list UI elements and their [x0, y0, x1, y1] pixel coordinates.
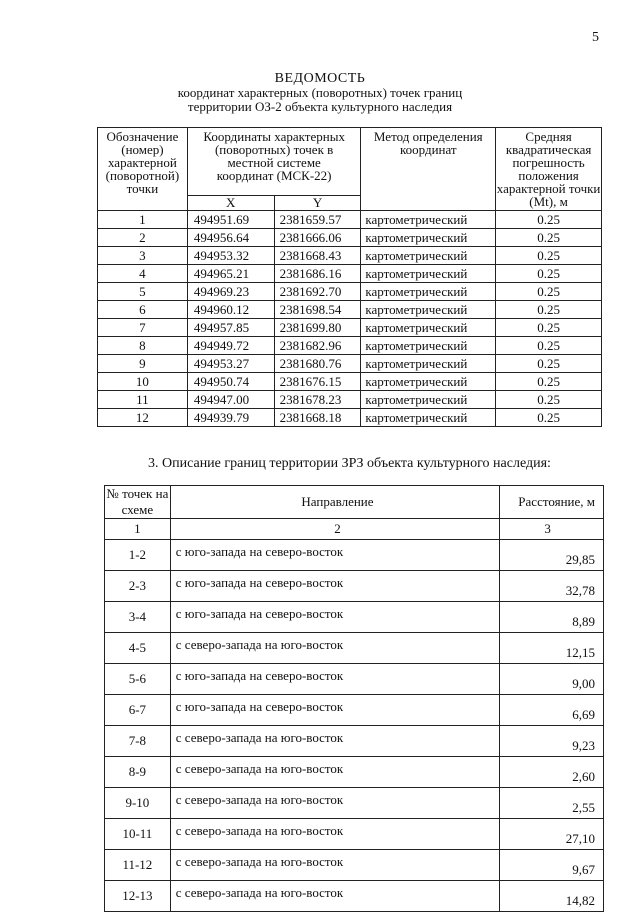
distance-cell: 12,15: [500, 633, 604, 664]
coord-x-cell: 494951.69: [187, 211, 274, 229]
direction-cell: с юго-запада на северо-восток: [170, 695, 499, 726]
document-heading: [0, 72, 640, 114]
direction-cell: с северо-запада на юго-восток: [170, 757, 499, 788]
point-number-cell: 2: [98, 229, 188, 247]
points-cell: 11-12: [105, 850, 171, 881]
header-error: Средняя квадратическая погрешность положения характерной точки (Mt), м: [496, 129, 601, 209]
method-cell: картометрический: [361, 409, 496, 427]
table-row: [105, 540, 604, 571]
coord-y-cell: 2381698.54: [274, 301, 361, 319]
header-distance: Расстояние, м: [500, 486, 604, 519]
point-number-cell: 1: [98, 211, 188, 229]
points-cell: 5-6: [105, 664, 171, 695]
method-cell: картометрический: [361, 211, 496, 229]
distance-cell: 8,89: [500, 602, 604, 633]
heading-line-3: территории ОЗ-2 объекта культурного наследия: [187, 99, 453, 114]
direction-cell: с юго-запада на северо-восток: [170, 602, 499, 633]
direction-cell: с северо-запада на юго-восток: [170, 633, 499, 664]
error-cell: 0.25: [496, 391, 602, 409]
points-cell: 8-9: [105, 757, 171, 788]
point-number-cell: 11: [98, 391, 188, 409]
method-cell: картометрический: [361, 229, 496, 247]
points-cell: 12-13: [105, 881, 171, 912]
error-cell: 0.25: [496, 409, 602, 427]
coord-y-cell: 2381680.76: [274, 355, 361, 373]
heading-title: ВЕДОМОСТЬ: [274, 71, 366, 86]
method-cell: картометрический: [361, 355, 496, 373]
points-cell: 9-10: [105, 788, 171, 819]
point-number-cell: 10: [98, 373, 188, 391]
points-cell: 1-2: [105, 540, 171, 571]
table-row: [105, 881, 604, 912]
table-row: [105, 633, 604, 664]
coord-x-cell: 494947.00: [187, 391, 274, 409]
table-row: [105, 819, 604, 850]
point-number-cell: 4: [98, 265, 188, 283]
direction-cell: с северо-запада на юго-восток: [170, 726, 499, 757]
coord-x-cell: 494957.85: [187, 319, 274, 337]
header-points: № точек на схеме: [106, 486, 169, 517]
coord-y-cell: 2381659.57: [274, 211, 361, 229]
distance-cell: 6,69: [500, 695, 604, 726]
coordinates-table-body: [98, 211, 602, 427]
distance-cell: 9,67: [500, 850, 604, 881]
table-row: [105, 757, 604, 788]
table-row: [98, 409, 602, 427]
distance-cell: 32,78: [500, 571, 604, 602]
points-cell: 2-3: [105, 571, 171, 602]
header-x: X: [187, 196, 274, 211]
header-method: Метод определения координат: [361, 128, 496, 211]
boundary-description-table: [104, 485, 604, 912]
table-row: [105, 664, 604, 695]
coordinates-table: [97, 127, 602, 427]
column-number-2: 2: [170, 519, 499, 540]
error-cell: 0.25: [496, 229, 602, 247]
points-cell: 10-11: [105, 819, 171, 850]
points-cell: 7-8: [105, 726, 171, 757]
point-number-cell: 5: [98, 283, 188, 301]
error-cell: 0.25: [496, 265, 602, 283]
points-cell: 4-5: [105, 633, 171, 664]
coord-x-cell: 494950.74: [187, 373, 274, 391]
page-number: 5: [592, 30, 599, 45]
table-row: [98, 211, 602, 229]
point-number-cell: 12: [98, 409, 188, 427]
coord-y-cell: 2381686.16: [274, 265, 361, 283]
point-number-cell: 6: [98, 301, 188, 319]
method-cell: картометрический: [361, 265, 496, 283]
coord-y-cell: 2381668.43: [274, 247, 361, 265]
method-cell: картометрический: [361, 301, 496, 319]
error-cell: 0.25: [496, 211, 602, 229]
method-cell: картометрический: [361, 337, 496, 355]
coord-x-cell: 494953.32: [187, 247, 274, 265]
table-row: [105, 850, 604, 881]
header-coordinates: Координаты характерных (поворотных) точек в местной системе координат (МСК-22): [187, 128, 361, 196]
table-row: [105, 788, 604, 819]
coord-x-cell: 494965.21: [187, 265, 274, 283]
point-number-cell: 7: [98, 319, 188, 337]
coord-y-cell: 2381666.06: [274, 229, 361, 247]
heading-line-2: координат характерных (поворотных) точек границ: [177, 85, 463, 100]
points-cell: 6-7: [105, 695, 171, 726]
table-row: [98, 229, 602, 247]
direction-cell: с северо-запада на юго-восток: [170, 881, 499, 912]
table-row: [105, 726, 604, 757]
coord-x-cell: 494969.23: [187, 283, 274, 301]
error-cell: 0.25: [496, 301, 602, 319]
coord-y-cell: 2381682.96: [274, 337, 361, 355]
distance-cell: 2,55: [500, 788, 604, 819]
method-cell: картометрический: [361, 391, 496, 409]
table-row: [98, 283, 602, 301]
table-row: [105, 602, 604, 633]
error-cell: 0.25: [496, 355, 602, 373]
table-row: [98, 265, 602, 283]
method-cell: картометрический: [361, 247, 496, 265]
table-row: [105, 695, 604, 726]
distance-cell: 29,85: [500, 540, 604, 571]
points-cell: 3-4: [105, 602, 171, 633]
coord-y-cell: 2381668.18: [274, 409, 361, 427]
method-cell: картометрический: [361, 373, 496, 391]
distance-cell: 9,23: [500, 726, 604, 757]
distance-cell: 2,60: [500, 757, 604, 788]
table-row: [98, 391, 602, 409]
error-cell: 0.25: [496, 337, 602, 355]
method-cell: картометрический: [361, 319, 496, 337]
header-direction: Направление: [170, 486, 499, 519]
error-cell: 0.25: [496, 283, 602, 301]
distance-cell: 9,00: [500, 664, 604, 695]
table-row: [98, 247, 602, 265]
point-number-cell: 8: [98, 337, 188, 355]
coord-y-cell: 2381676.15: [274, 373, 361, 391]
coord-x-cell: 494953.27: [187, 355, 274, 373]
table-row: [98, 301, 602, 319]
error-cell: 0.25: [496, 319, 602, 337]
direction-cell: с юго-запада на северо-восток: [170, 664, 499, 695]
header-y: Y: [274, 196, 361, 211]
direction-cell: с юго-запада на северо-восток: [170, 571, 499, 602]
header-point-number: Обозначение (номер) характерной (поворотной) точки: [98, 128, 188, 211]
table-row: [105, 571, 604, 602]
direction-cell: с северо-запада на юго-восток: [170, 819, 499, 850]
coord-y-cell: 2381699.80: [274, 319, 361, 337]
column-number-1: 1: [105, 519, 171, 540]
distance-cell: 14,82: [500, 881, 604, 912]
distance-cell: 27,10: [500, 819, 604, 850]
point-number-cell: 9: [98, 355, 188, 373]
direction-cell: с северо-запада на юго-восток: [170, 788, 499, 819]
coord-y-cell: 2381692.70: [274, 283, 361, 301]
coord-x-cell: 494949.72: [187, 337, 274, 355]
direction-cell: с северо-запада на юго-восток: [170, 850, 499, 881]
coord-x-cell: 494939.79: [187, 409, 274, 427]
table-row: [98, 355, 602, 373]
boundary-description-body: [105, 540, 604, 912]
direction-cell: с юго-запада на северо-восток: [170, 540, 499, 571]
column-number-3: 3: [500, 519, 604, 540]
point-number-cell: 3: [98, 247, 188, 265]
coord-x-cell: 494956.64: [187, 229, 274, 247]
table-row: [98, 319, 602, 337]
error-cell: 0.25: [496, 373, 602, 391]
table-row: [98, 337, 602, 355]
section-3-title: 3. Описание границ территории ЗРЗ объекта культурного наследия:: [148, 456, 551, 471]
error-cell: 0.25: [496, 247, 602, 265]
coord-y-cell: 2381678.23: [274, 391, 361, 409]
table-row: [98, 373, 602, 391]
method-cell: картометрический: [361, 283, 496, 301]
coord-x-cell: 494960.12: [187, 301, 274, 319]
